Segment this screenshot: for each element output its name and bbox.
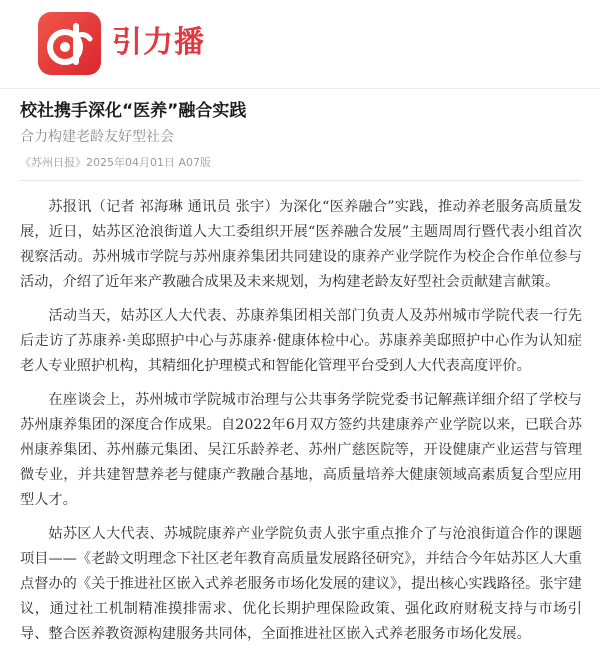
article-subtitle: 合力构建老龄友好型社会 [20, 129, 174, 145]
logo-icon[interactable] [38, 12, 101, 75]
article-paragraph: 活动当天，姑苏区人大代表、苏康养集团相关部门负责人及苏州城市学院代表一行先后走访了苏康养·美邸照护中心与苏康养·健康体检中心。苏康养美邸照护中心作为认知症老人专业照护机构，其精细化护理模式和智能化管理平台受到人大代表高度评价。 [20, 308, 582, 374]
article-paragraph: 在座谈会上，苏州城市学院城市治理与公共事务学院党委书记解燕详细介绍了学校与苏州康养集团的深度合作成果。自2022年6月双方签约共建康养产业学院以来，已联合苏州康养集团、苏州藤元集团、吴江乐龄养老、苏州广慈医院等，开设健康产业运营与管理微专业，并共建智慧养老与健康产教融合基地，高质量培养大健康领域高素质复合型应用型人才。 [20, 392, 582, 508]
app-header [0, 0, 600, 88]
logo-svg [38, 12, 101, 75]
brand-name[interactable]: 引力播 [112, 25, 205, 60]
article-paragraph: 苏报讯（记者 祁海琳 通讯员 张宇）为深化“医养融合”实践，推动养老服务高质量发展，近日，姑苏区沧浪街道人大工委组织开展“医养融合发展”主题周周行暨代表小组首次视察活动。苏州城市学院与苏州康养集团共同建设的康养产业学院作为校企合作单位参与活动，介绍了近年来产教融合成果及未来规划，为构建老龄友好型社会贡献建言献策。 [20, 199, 582, 290]
article-body [20, 195, 582, 647]
article-paragraph: 姑苏区人大代表、苏城院康养产业学院负责人张宇重点推介了与沧浪街道合作的课题项目——《老龄文明理念下社区老年教育高质量发展路径研究》，并结合今年姑苏区人大重点督办的《关于推进社区嵌入式养老服务市场化发展的建议》，提出核心实践路径。张宇建议，通过社工机制精准摸排需求、优化长期护理保险政策、强化政府财税支持与市场引导、整合医养教资源构建服务共同体，全面推进社区嵌入式养老服务市场化发展。 [20, 526, 582, 642]
header-divider [0, 88, 600, 89]
title-divider [20, 180, 582, 181]
article [20, 98, 582, 656]
article-source: 《苏州日报》2025年04月01日 A07版 [20, 156, 212, 169]
article-title: 校社携手深化“医养”融合实践 [20, 101, 247, 121]
